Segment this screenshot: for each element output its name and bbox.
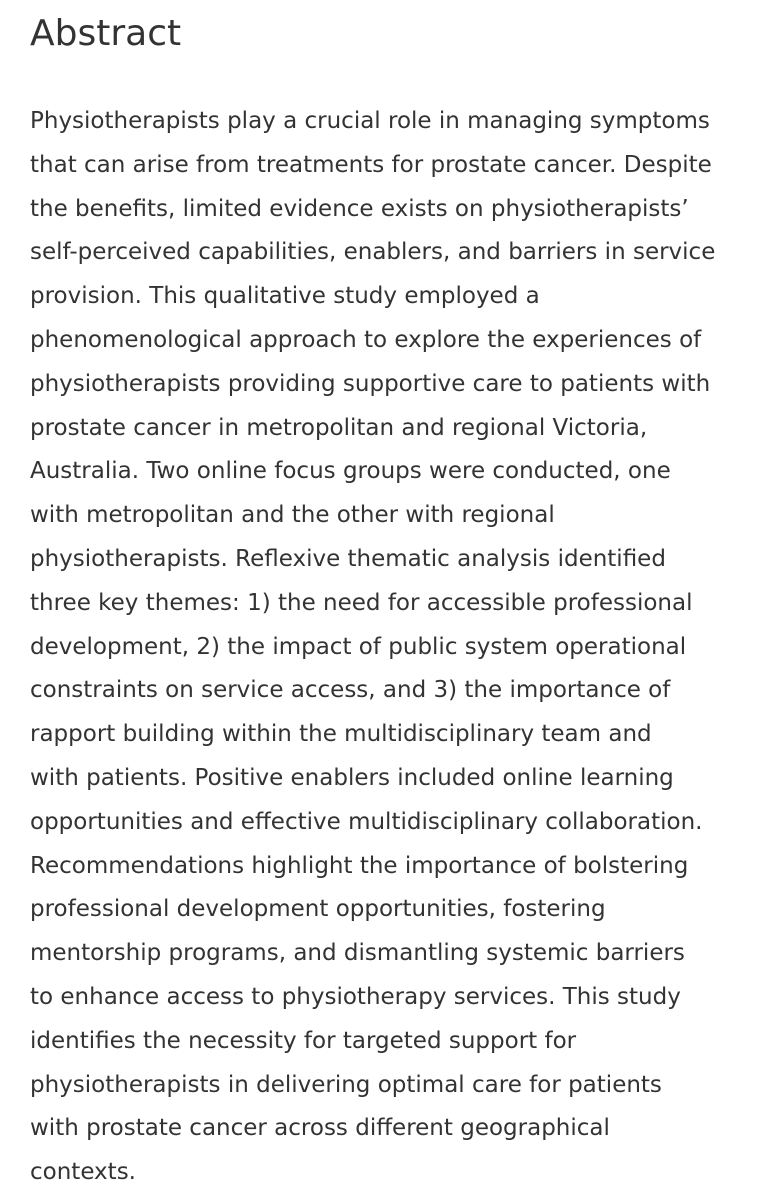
abstract-line: to enhance access to physiotherapy services. This study [30, 983, 681, 1010]
abstract-text [30, 100, 755, 1195]
abstract-line: Recommendations highlight the importance of bolstering [30, 852, 689, 879]
abstract-line: contexts. [30, 1159, 136, 1186]
abstract-line: with prostate cancer across different geographical [30, 1115, 610, 1142]
abstract-line: self-perceived capabilities, enablers, and barriers in service [30, 239, 716, 266]
abstract-line: with metropolitan and the other with regional [30, 502, 555, 529]
abstract-line: that can arise from treatments for prostate cancer. Despite [30, 151, 712, 178]
abstract-line: Australia. Two online focus groups were conducted, one [30, 458, 671, 485]
abstract-line: development, 2) the impact of public system operational [30, 633, 687, 660]
abstract-line: the benefits, limited evidence exists on physiotherapists’ [30, 195, 689, 222]
abstract-line: identifies the necessity for targeted support for [30, 1027, 577, 1054]
abstract-line: with patients. Positive enablers included online learning [30, 764, 674, 791]
abstract-line: professional development opportunities, fostering [30, 896, 606, 923]
abstract-section [30, 0, 755, 1195]
abstract-line: constraints on service access, and 3) the importance of [30, 677, 671, 704]
abstract-line: phenomenological approach to explore the experiences of [30, 326, 702, 353]
abstract-line: opportunities and effective multidisciplinary collaboration. [30, 808, 703, 835]
abstract-line: physiotherapists. Reflexive thematic analysis identified [30, 545, 666, 572]
abstract-line: rapport building within the multidisciplinary team and [30, 721, 652, 748]
abstract-line: physiotherapists providing supportive care to patients with [30, 370, 711, 397]
abstract-line: provision. This qualitative study employed a [30, 283, 540, 310]
abstract-line: Physiotherapists play a crucial role in managing symptoms [30, 108, 710, 134]
abstract-line: three key themes: 1) the need for accessible professional [30, 589, 693, 616]
abstract-line: mentorship programs, and dismantling systemic barriers [30, 940, 685, 967]
abstract-line: prostate cancer in metropolitan and regional Victoria, [30, 414, 648, 441]
abstract-heading: Abstract [30, 13, 182, 54]
abstract-line: physiotherapists in delivering optimal care for patients [30, 1071, 662, 1098]
